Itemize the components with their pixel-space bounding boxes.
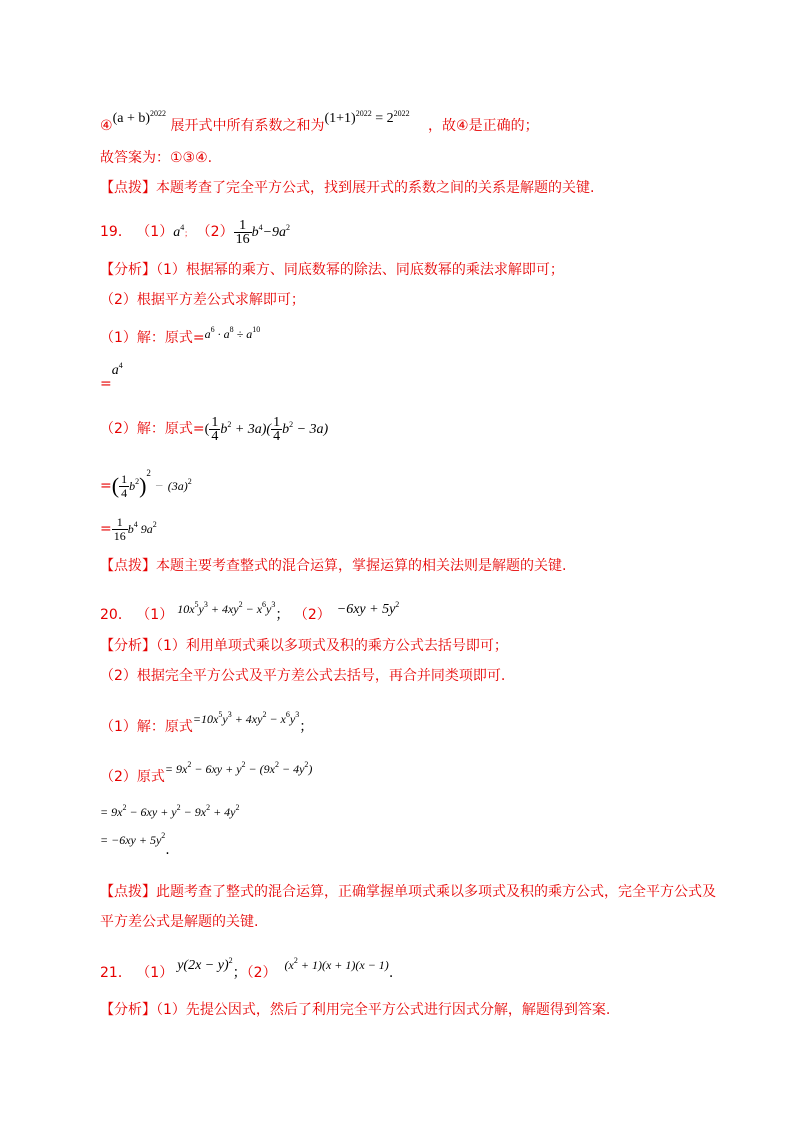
q19-s2-expr-b: $b^2 - 3a$) [282,420,329,437]
solution-label: （1）解：原式= [100,330,205,346]
q20-s4-expr: = $-6xy + 5y^2$ [100,831,166,847]
q21-a2: $(x^2 + 1)(x + 1)(x - 1)$ [284,956,389,972]
text-sum-coefficients: 展开式中所有系数之和为 [170,118,325,134]
analysis-text: （1）根据幂的乘方、同底数幂的除法、同底数幂的乘法求解即可； [156,262,564,278]
period: . [388,965,394,981]
solution-label: （2）原式 [100,769,165,785]
q19-half-2: $\frac{1}{4}$ [273,414,281,444]
analysis-text: （1）利用单项式乘以多项式及积的乘方公式去括号即可； [156,638,508,654]
exp: 2 [146,468,151,478]
q21-part2: （2） [246,965,277,981]
answer-line: 故答案为：①③④. [100,150,213,166]
q19-fraction: $\frac{1}{16}$ [235,217,250,247]
solution-label: （2）解：原式= [100,421,205,437]
line-4-coefficients [100,104,539,136]
q20-part2: （2） [293,607,331,623]
q20-number: 20． [100,607,132,623]
q20-solution4 [100,826,170,860]
q20-s1-expr: $=10x^5y^3 + 4xy^2 - x^6y^3$ [192,710,300,726]
q20-s3-expr: = $9x^2 - 6xy + y^2 - 9x^2 + 4y^2$ [100,803,240,819]
q19-a1: $a^4$ [173,223,185,240]
expr-a-plus-b: $(a + b)^{2022}$ [112,109,166,126]
q21-part1: （1） [136,965,174,981]
q20-solution1 [100,700,314,735]
q19-analysis [100,260,564,280]
q20-answer [100,590,400,623]
q20-a2: $-6xy + 5y^2$ [336,600,400,617]
circled-four: ④ [100,118,113,134]
q20-analysis2: （2）根据完全平方公式及平方差公式去括号，再合并同类项即可. [100,668,506,684]
q19-solution2 [100,408,328,442]
q19-solution2c [100,508,157,542]
q19-3a-sq: $(3a)^2$ [167,477,192,493]
eq-sign: = [100,521,112,537]
q19-s1b-expr: $a^4$ [111,361,123,378]
minus: − [155,479,164,494]
q19-answer [100,218,290,246]
q20-tip2: 平方差公式是解题的关键. [100,914,259,930]
tip-text: 此题考查了整式的混合运算，正确掌握单项式乘以多项式及积的乘方公式，完全平方公式及 [156,884,716,900]
q20-solution3 [100,798,240,822]
q19-part2: （2） [196,224,234,240]
q20-part1: （1） [136,607,174,623]
q20-tip [100,882,716,902]
eq-sign: = [100,478,112,494]
eq-sign: = [100,376,112,392]
analysis-tag: 【分析】 [100,262,156,278]
q19-a2: $b^4-9a^2$ [251,223,291,240]
q20-analysis [100,636,508,656]
q21-number: 21． [100,965,132,981]
text-four-correct: ，故④是正确的； [428,118,539,134]
q20-sep: ； [275,607,290,623]
analysis-text: （1）先提公因式，然后了利用完全平方公式进行因式分解，解题得到答案. [156,1002,611,1018]
q21-answer [100,946,394,981]
q19-b-sq: $b^2$ [129,477,140,493]
q21-sep: ； [232,965,247,981]
tip-tag: 【点拨】 [100,558,156,574]
q21-a1: $y(2x - y)^2$ [177,956,233,973]
expr-one-plus-one: $(1+1)^{2022} = 2^{2022}$ [324,109,410,126]
q19-solution1 [100,320,260,348]
analysis-tag: 【分析】 [100,638,156,654]
analysis-tag: 【分析】 [100,1002,156,1018]
q19-half: $\frac{1}{4}$ [211,414,219,444]
q21-analysis [100,1000,610,1020]
paren: ( [204,422,210,437]
tip-tag: 【点拨】 [100,884,156,900]
q19-s1-expr: $a^6 \cdot a^8 \div a^{10}$ [204,325,261,341]
q19-solution2b: =( $\frac{1}{4}$ $b^2)^2 - (3a)^2$ [100,468,192,500]
q20-solution2 [100,750,313,785]
q19-tip [100,556,566,576]
q19-sep: ； [184,229,193,238]
q20-s2-expr: = $9x^2 - 6xy + y^2 - (9x^2 - 4y^2)$ [164,760,313,776]
tip-line-18 [100,178,594,198]
semicolon: ； [299,719,314,735]
tip-text: 本题主要考查整式的混合运算，掌握运算的相关法则是解题的关键. [156,558,567,574]
q19-part1: （1） [136,224,174,240]
solution-label: （1）解：原式 [100,719,193,735]
q19-quarter: $\frac{1}{4}$ [121,471,128,500]
q20-a1: $10x^5y^3 + 4xy^2 - x^6y^3$ [177,600,276,616]
q19-solution1b [100,356,123,394]
q19-analysis2: （2）根据平方差公式求解即可； [100,292,305,308]
q19-sixteenth: $\frac{1}{16}$ [113,514,126,543]
tip-tag: 【点拨】 [100,180,156,196]
q19-s2c-expr: $b^4$ $9a^2$ [127,520,157,536]
period: . [165,842,170,858]
q19-s2-expr: $b^2 + 3a$)( [220,420,272,437]
tip-text: 本题考查了完全平方公式，找到展开式的系数之间的关系是解题的关键. [156,180,595,196]
q19-number: 19． [100,224,132,240]
